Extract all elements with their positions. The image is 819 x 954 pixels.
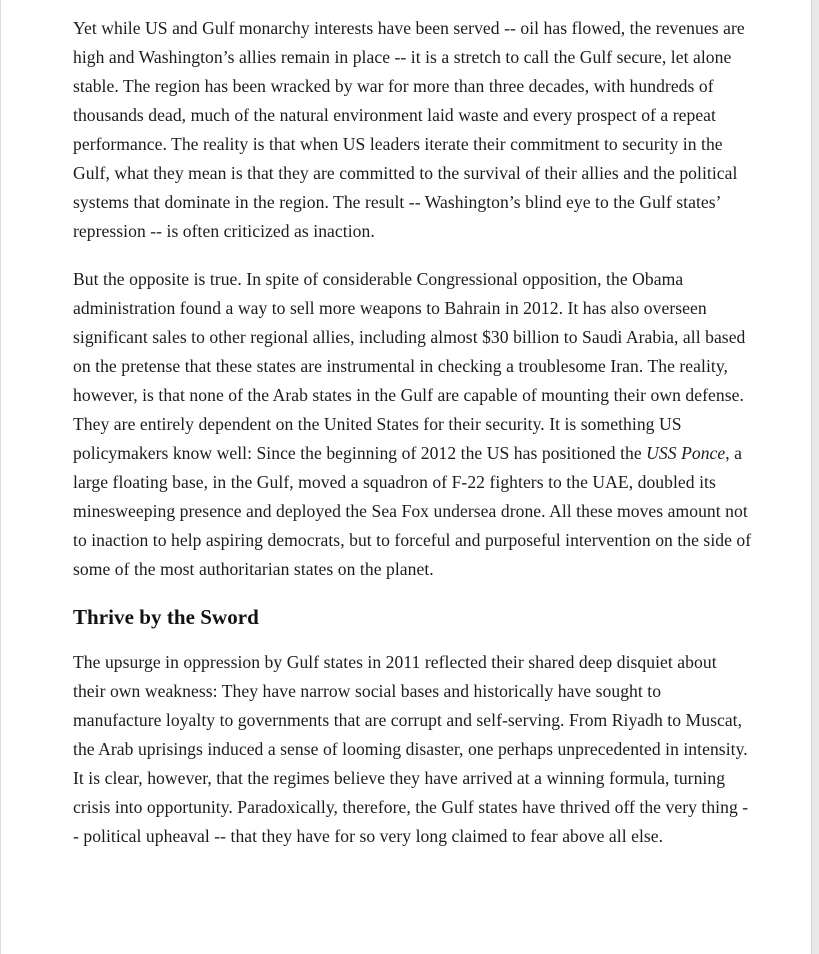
article-body — [73, 14, 753, 870]
article-paragraph-2 — [73, 265, 753, 584]
paragraph-2-text-end: , a large floating base, in the Gulf, moved a squadron of F-22 fighters to the UAE, doubled its minesweeping presence and deployed the Sea Fox undersea drone. All these moves amount not to inaction to help aspiring democrats, but to forceful and purposeful intervention on the side of some of the most authoritarian states on the planet. — [73, 443, 752, 579]
section-heading: Thrive by the Sword — [73, 605, 259, 629]
article-paragraph-3: The upsurge in oppression by Gulf states in 2011 reflected their shared deep disquiet about their own weakness: They have narrow social bases and historically have sought to manufacture loyalty to governments that are corrupt and self-serving. From Riyadh to Muscat, the Arab uprisings induced a sense of looming disaster, one perhaps unprecedented in intensity. It is clear, however, that the regimes believe they have arrived at a winning formula, turning crisis into opportunity. Paradoxically, therefore, the Gulf states have thrived off the very thing -- political upheaval -- that they have for so very long claimed to fear above all else. — [73, 652, 749, 846]
article-paragraph-1: Yet while US and Gulf monarchy interests have been served -- oil has flowed, the revenues are high and Washington’s allies remain in place -- it is a stretch to call the Gulf secure, let alone stable. The region has been wracked by war for more than three decades, with hundreds of thousands dead, much of the natural environment laid waste and every prospect of a repeat performance. The reality is that when US leaders iterate their commitment to security in the Gulf, what they mean is that they are committed to the survival of their allies and the political systems that dominate in the region. The result -- Washington’s blind eye to the Gulf states’ repression -- is often criticized as inaction. — [73, 18, 745, 241]
paragraph-2-text-start: But the opposite is true. In spite of considerable Congressional opposition, the Obama administration found a way to sell more weapons to Bahrain in 2012. It has also overseen significant sales to other regional allies, including almost $30 billion to Saudi Arabia, all based on the pretense that these states are instrumental in checking a troublesome Iran. The reality, however, is that none of the Arab states in the Gulf are capable of mounting their own defense. They are entirely dependent on the United States for their security. It is something US policymakers know well: Since the beginning of 2012 the US has positioned the — [73, 269, 746, 463]
ship-name-italic: USS Ponce — [646, 443, 726, 463]
